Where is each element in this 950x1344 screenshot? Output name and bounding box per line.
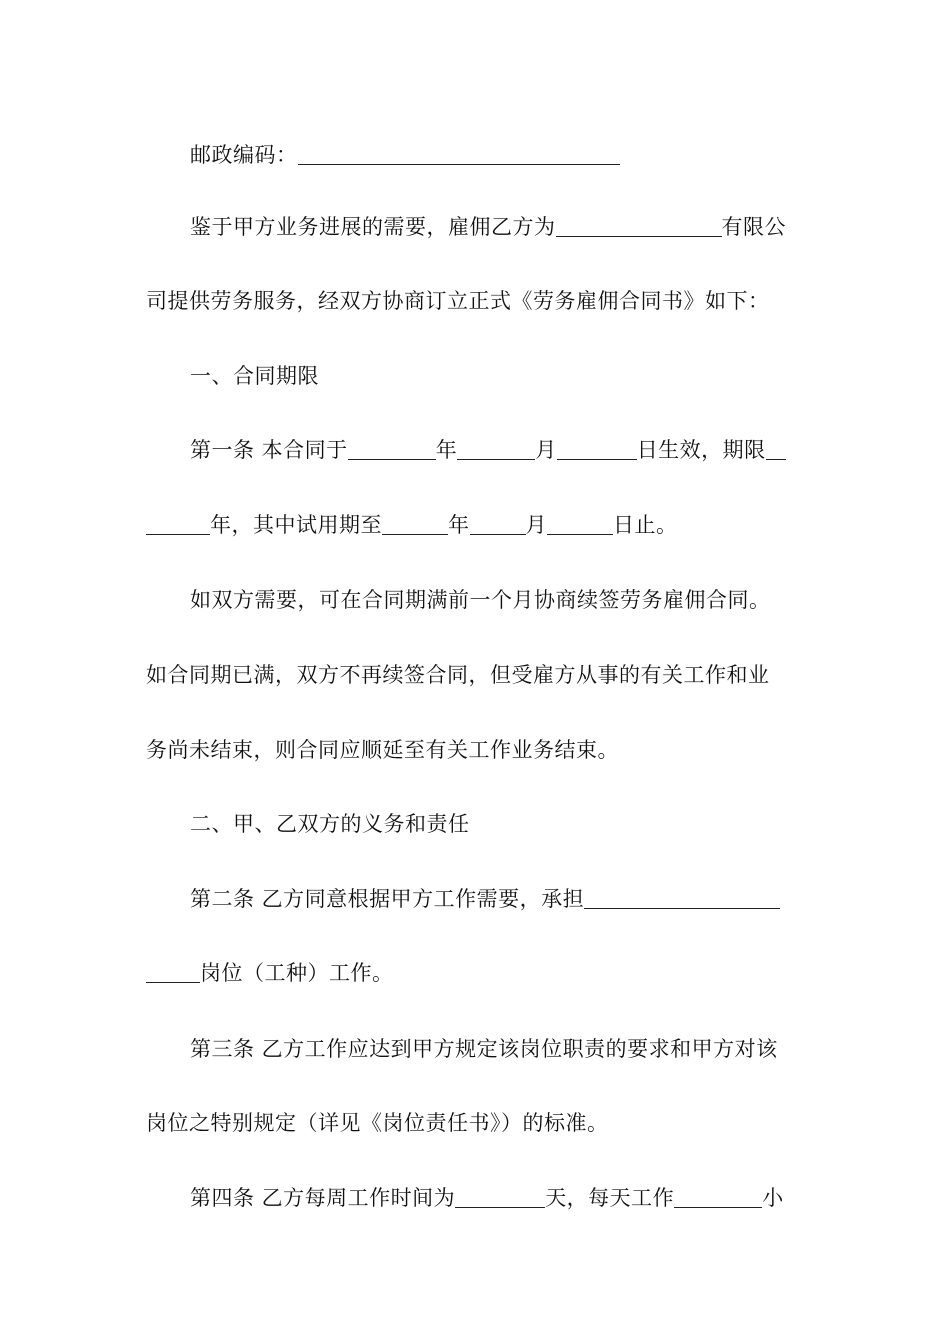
article-text: 天，每天工作 — [545, 1186, 675, 1210]
preamble-text: 鉴于甲方业务进展的需要，雇佣乙方为 — [190, 215, 556, 239]
renewal-line-2 — [146, 660, 806, 690]
preamble-line-1 — [190, 212, 806, 242]
article-text: 年，其中试用期至 — [210, 513, 382, 537]
section-2-heading — [190, 809, 806, 839]
renewal-line-3 — [146, 735, 806, 765]
article-text: 月 — [525, 513, 547, 537]
article-text: 日生效，期限 — [636, 438, 766, 462]
term-blank-a[interactable] — [766, 439, 786, 460]
section-heading-text: 一、合同期限 — [190, 364, 319, 388]
trial-month-blank[interactable] — [470, 514, 526, 535]
term-blank-b[interactable] — [146, 514, 210, 535]
article-4-line-1 — [190, 1183, 806, 1213]
company-name-blank[interactable] — [556, 216, 722, 237]
paragraph-text: 如双方需要，可在合同期满前一个月协商续签劳务雇佣合同。 — [190, 588, 771, 612]
paragraph-text: 如合同期已满，双方不再续签合同，但受雇方从事的有关工作和业 — [146, 663, 770, 687]
article-text: 第三条 乙方工作应达到甲方规定该岗位职责的要求和甲方对该 — [190, 1037, 778, 1061]
start-year-blank[interactable] — [348, 439, 436, 460]
article-2-line-1 — [190, 884, 806, 914]
start-month-blank[interactable] — [457, 439, 535, 460]
article-2-line-2 — [146, 958, 806, 988]
article-text: 第一条 本合同于 — [190, 438, 348, 462]
trial-year-blank[interactable] — [382, 514, 448, 535]
article-text: 年 — [448, 513, 470, 537]
workdays-blank[interactable] — [455, 1187, 545, 1208]
trial-day-blank[interactable] — [547, 514, 613, 535]
position-blank-b[interactable] — [146, 962, 200, 983]
postal-code-label: 邮政编码： — [190, 143, 298, 167]
article-3-line-1 — [190, 1034, 806, 1064]
article-1-line-2 — [146, 510, 806, 540]
article-3-line-2 — [146, 1108, 806, 1138]
paragraph-text: 务尚未结束，则合同应顺延至有关工作业务结束。 — [146, 738, 619, 762]
section-1-heading — [190, 361, 806, 391]
section-heading-text: 二、甲、乙双方的义务和责任 — [190, 812, 470, 836]
preamble-line-2 — [146, 286, 806, 316]
article-text: 小 — [762, 1186, 784, 1210]
renewal-line-1 — [190, 585, 806, 615]
article-text: 月 — [535, 438, 557, 462]
postal-code-line — [190, 140, 806, 170]
preamble-text: 有限公 — [721, 215, 786, 239]
article-text: 岗位之特别规定（详见《岗位责任书》）的标准。 — [146, 1111, 609, 1135]
article-text: 年 — [435, 438, 458, 462]
start-day-blank[interactable] — [557, 439, 637, 460]
article-text: 第四条 乙方每周工作时间为 — [190, 1186, 456, 1210]
position-blank-a[interactable] — [584, 888, 780, 909]
postal-code-blank[interactable] — [298, 144, 620, 165]
article-1-line-1 — [190, 435, 806, 465]
article-text: 岗位（工种）工作。 — [200, 961, 394, 985]
preamble-text: 司提供劳务服务，经双方协商订立正式《劳务雇佣合同书》如下： — [146, 289, 770, 313]
article-text: 日止。 — [613, 513, 678, 537]
article-text: 第二条 乙方同意根据甲方工作需要，承担 — [190, 887, 585, 911]
workhours-blank[interactable] — [674, 1187, 762, 1208]
